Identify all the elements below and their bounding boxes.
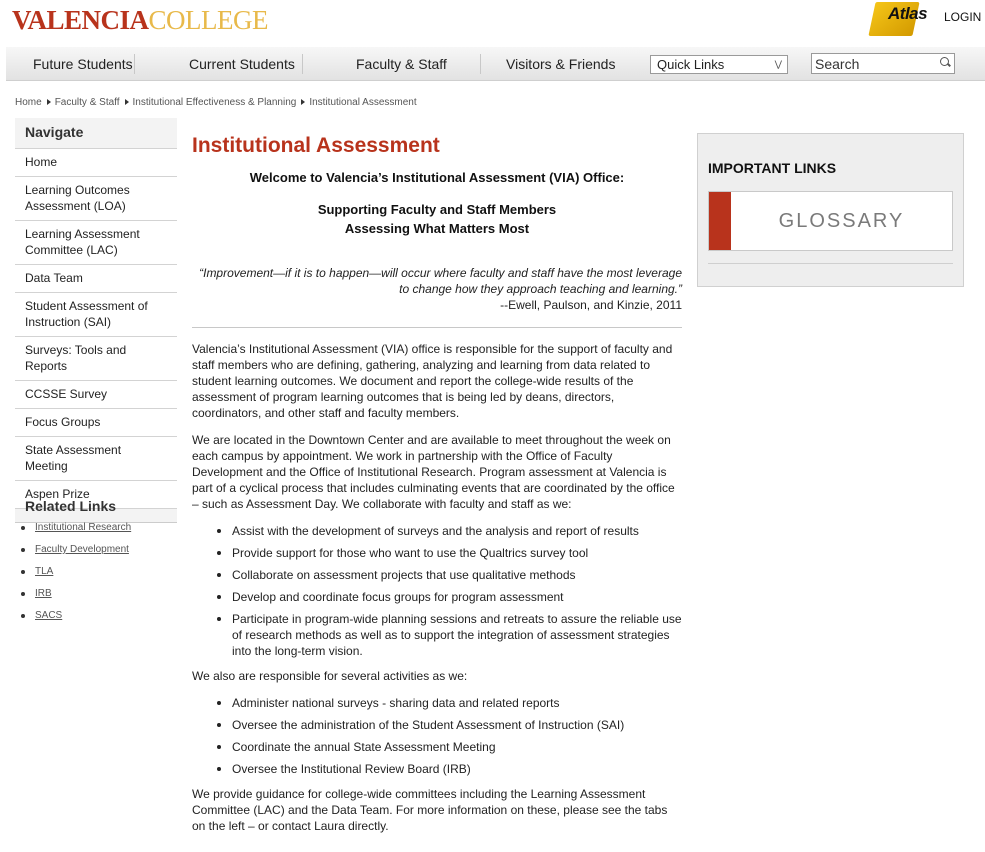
sidebar-item-loa[interactable]: Learning Outcomes Assessment (LOA) xyxy=(15,176,177,220)
tagline-line-2: Assessing What Matters Most xyxy=(344,221,530,236)
glossary-accent-bar xyxy=(709,192,731,250)
paragraph-location: We are located in the Downtown Center and are available to meet throughout the week on each campus by appointment. We work in partnership with the Office of Faculty Development and the Office of Institutional Research. Program assessment at Valencia is part of a cyclical process that includes culminating events that are coordinated by the office – such as Assessment Day. We collaborate with faculty and staff as we: xyxy=(192,433,675,511)
related-link-tla[interactable]: TLA xyxy=(25,566,131,588)
quote-author: --Ewell, Paulson, and Kinzie, 2011 xyxy=(500,298,682,312)
search-input[interactable] xyxy=(811,53,955,74)
sidebar-title: Navigate xyxy=(25,124,84,140)
glossary-label: GLOSSARY xyxy=(778,210,905,232)
breadcrumb-arrow-icon xyxy=(301,99,305,105)
divider xyxy=(192,327,682,328)
search-icon[interactable] xyxy=(940,57,949,66)
paragraph-intro: Valencia’s Institutional Assessment (VIA) office is responsible for the support of faculty and staff members who are defining, gathering, analyzing and learning from data related to student learning outcomes. We document and report the college-wide results of the assessment of program learning outcomes that is being led by deans, directors, coordinators, and other staff and faculty members. xyxy=(192,342,673,420)
nav-divider xyxy=(134,54,135,74)
related-link-sacs[interactable]: SACS xyxy=(25,610,131,632)
sidebar-item-surveys[interactable]: Surveys: Tools and Reports xyxy=(15,336,177,380)
nav-future-students[interactable]: Future Students xyxy=(33,56,133,72)
related-links-title: Related Links xyxy=(25,498,117,514)
list-item: Develop and coordinate focus groups for program assessment xyxy=(192,589,682,605)
sidebar-item-focus-groups[interactable]: Focus Groups xyxy=(15,408,177,436)
glossary-button[interactable] xyxy=(708,191,953,251)
important-links-panel xyxy=(697,133,964,287)
breadcrumb-home[interactable]: Home xyxy=(15,97,42,108)
breadcrumb-current: Institutional Assessment xyxy=(309,97,417,108)
list-item: Oversee the Institutional Review Board (IRB) xyxy=(192,761,682,777)
logo-college-text: COLLEGE xyxy=(148,5,269,35)
list-item: Coordinate the annual State Assessment Meeting xyxy=(192,739,682,755)
sidebar-item-sai[interactable]: Student Assessment of Instruction (SAI) xyxy=(15,292,177,336)
list-item: Provide support for those who want to use the Qualtrics survey tool xyxy=(192,545,682,561)
sidebar-item-aspen-prize[interactable]: Aspen Prize xyxy=(15,480,177,508)
main-content xyxy=(192,134,682,845)
breadcrumb-arrow-icon xyxy=(47,99,51,105)
list-item: Participate in program-wide planning sessions and retreats to assure the reliable use of research methods as well as to support the integration of assessment strategies into the long-term vision. xyxy=(192,611,682,659)
nav-divider xyxy=(302,54,303,74)
valencia-college-logo[interactable] xyxy=(12,4,268,36)
nav-visitors-friends[interactable]: Visitors & Friends xyxy=(506,56,616,72)
atlas-label: Atlas xyxy=(888,4,928,23)
paragraph-guidance: We provide guidance for college-wide committees including the Learning Assessment Committee (LAC) and the Data Team. For more information on these, please see the tabs on the left – or contact Laura directly. xyxy=(192,787,668,833)
activities-list xyxy=(192,695,682,777)
breadcrumb-arrow-icon xyxy=(125,99,129,105)
related-link-institutional-research[interactable]: Institutional Research xyxy=(25,522,131,544)
paragraph-activities: We also are responsible for several activities as we: xyxy=(192,669,468,683)
quote-block xyxy=(192,265,682,313)
login-link[interactable]: LOGIN xyxy=(944,10,982,24)
chevron-down-icon: ⋁ xyxy=(774,59,782,69)
list-item: Oversee the administration of the Student Assessment of Instruction (SAI) xyxy=(192,717,682,733)
sidebar-item-home[interactable]: Home xyxy=(15,148,177,176)
quote-text: “Improvement—if it is to happen—will occur where faculty and staff have the most leverage to change how they approach teaching and learning.” xyxy=(199,266,682,296)
sidebar-item-data-team[interactable]: Data Team xyxy=(15,264,177,292)
related-links xyxy=(25,498,131,632)
sidebar-item-ccsse[interactable]: CCSSE Survey xyxy=(15,380,177,408)
list-item: Administer national surveys - sharing data and related reports xyxy=(192,695,682,711)
tagline xyxy=(192,200,682,238)
quick-links-select[interactable] xyxy=(650,55,788,74)
sidebar-item-lac[interactable]: Learning Assessment Committee (LAC) xyxy=(15,220,177,264)
quick-links-label: Quick Links xyxy=(657,57,725,72)
page-title: Institutional Assessment xyxy=(192,134,440,157)
important-links-title: IMPORTANT LINKS xyxy=(708,160,837,176)
nav-current-students[interactable]: Current Students xyxy=(189,56,295,72)
collaboration-list xyxy=(192,523,682,659)
welcome-heading: Welcome to Valencia’s Institutional Assessment (VIA) Office: xyxy=(249,170,625,185)
tagline-line-1: Supporting Faculty and Staff Members xyxy=(317,202,557,217)
nav-faculty-staff[interactable]: Faculty & Staff xyxy=(356,56,447,72)
sidebar-navigate xyxy=(15,118,177,523)
related-link-irb[interactable]: IRB xyxy=(25,588,131,610)
breadcrumb-effectiveness[interactable]: Institutional Effectiveness & Planning xyxy=(132,97,297,108)
logo-valencia-text: VALENCIA xyxy=(12,5,149,35)
atlas-logo[interactable] xyxy=(870,0,942,40)
list-item: Collaborate on assessment projects that use qualitative methods xyxy=(192,567,682,583)
main-nav xyxy=(6,47,985,81)
breadcrumb-faculty-staff[interactable]: Faculty & Staff xyxy=(54,97,120,108)
list-item: Assist with the development of surveys and the analysis and report of results xyxy=(192,523,682,539)
breadcrumb xyxy=(15,97,417,108)
related-link-faculty-development[interactable]: Faculty Development xyxy=(25,544,131,566)
panel-divider xyxy=(708,263,953,264)
sidebar-item-state-meeting[interactable]: State Assessment Meeting xyxy=(15,436,177,480)
nav-divider xyxy=(480,54,481,74)
